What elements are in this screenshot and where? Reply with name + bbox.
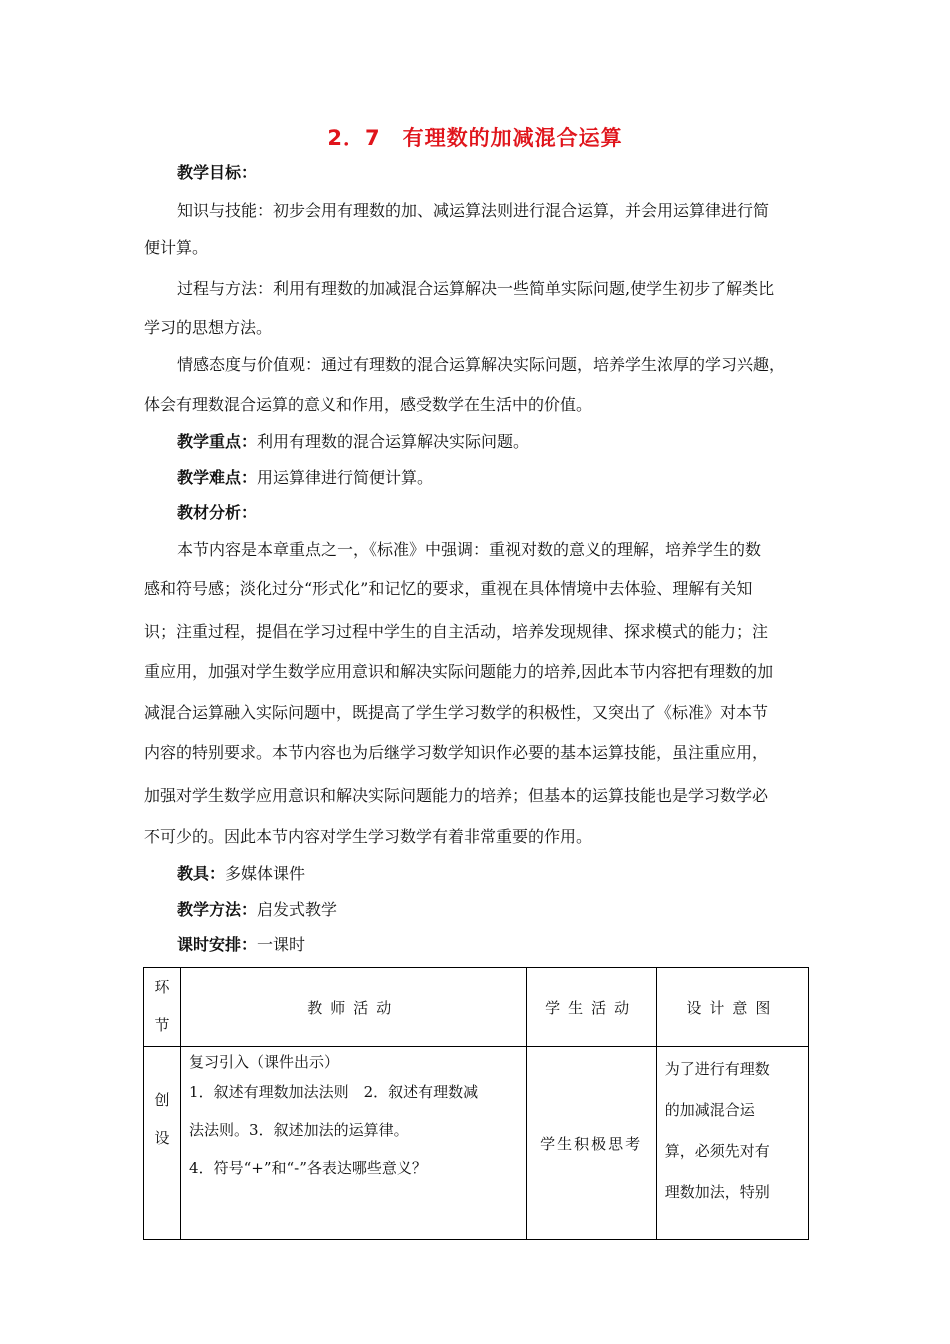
analysis-line: 不可少的。因此本节内容对学生学习数学有着非常重要的作用。 (144, 827, 593, 846)
method (177, 900, 337, 920)
analysis-line: 内容的特别要求。本节内容也为后继学习数学知识作必要的基本运算技能，虽注重应用， (144, 743, 769, 762)
key-point-text: 利用有理数的混合运算解决实际问题。 (257, 432, 530, 451)
analysis-line: 加强对学生数学应用意识和解决实际问题能力的培养；但基本的运算技能也是学习数学必 (144, 786, 769, 805)
teacher-line: 法法则。3．叙述加法的运算律。 (189, 1121, 409, 1139)
difficulty (177, 468, 433, 488)
teacher-activity-cell (181, 1047, 527, 1240)
key-point (177, 432, 529, 452)
header-stage-line-1: 环 (154, 978, 170, 996)
goals-heading: 教学目标： (177, 163, 258, 182)
analysis-heading: 教材分析： (177, 503, 258, 522)
stage-line-1: 创 (154, 1091, 170, 1109)
analysis-line: 重应用，加强对学生数学应用意识和解决实际问题能力的培养,因此本节内容把有理数的加 (144, 662, 774, 681)
emotion-line-1: 情感态度与价值观：通过有理数的混合运算解决实际问题，培养学生浓厚的学习兴趣， (177, 355, 786, 374)
tools (177, 864, 305, 884)
knowledge-line-1: 知识与技能：初步会用有理数的加、减运算法则进行混合运算，并会用运算律进行简 (177, 201, 770, 220)
analysis-line: 感和符号感；淡化过分“形式化”和记忆的要求，重视在具体情境中去体验、理解有关知 (144, 579, 753, 598)
knowledge-line-2: 便计算。 (144, 238, 209, 257)
header-student-activity: 学生活动 (526, 968, 656, 1047)
design-line: 为了进行有理数 (664, 1060, 770, 1078)
design-line: 算，必须先对有 (664, 1142, 770, 1160)
difficulty-text: 用运算律进行简便计算。 (257, 468, 434, 487)
student-activity-cell: 学生积极思考 (526, 1047, 656, 1240)
teacher-line: 4．符号“+”和“-”各表达哪些意义？ (189, 1159, 427, 1177)
analysis-line: 识；注重过程，提倡在学习过程中学生的自主活动，培养发现规律、探求模式的能力；注 (144, 622, 769, 641)
design-line: 的加减混合运 (664, 1101, 755, 1119)
emotion-line-2: 体会有理数混合运算的意义和作用，感受数学在生活中的价值。 (144, 395, 593, 414)
schedule (177, 935, 305, 955)
stage-cell (144, 1047, 181, 1240)
header-design-intent: 设计意图 (656, 968, 808, 1047)
lesson-plan-table (143, 967, 809, 1240)
tools-label: 教具： (177, 864, 226, 883)
stage-line-2: 设 (154, 1129, 170, 1147)
header-teacher-activity: 教师活动 (181, 968, 527, 1047)
method-text: 启发式教学 (257, 900, 338, 919)
schedule-text: 一课时 (257, 935, 306, 954)
process-line-1: 过程与方法：利用有理数的加减混合运算解决一些简单实际问题,使学生初步了解类比 (177, 279, 775, 298)
design-intent-cell (656, 1047, 808, 1240)
table-row (144, 1047, 809, 1240)
teacher-line: 1．叙述有理数加法法则 2．叙述有理数减 (189, 1083, 479, 1101)
tools-text: 多媒体课件 (225, 864, 306, 883)
process-line-2: 学习的思想方法。 (144, 318, 273, 337)
analysis-line: 本节内容是本章重点之一，《标准》中强调：重视对数的意义的理解，培养学生的数 (177, 540, 762, 559)
key-point-label: 教学重点： (177, 432, 258, 451)
teacher-line: 复习引入（课件出示） (189, 1053, 340, 1071)
difficulty-label: 教学难点： (177, 468, 258, 487)
schedule-label: 课时安排： (177, 935, 258, 954)
design-line: 理数加法，特别 (664, 1183, 770, 1201)
table-header-row (144, 968, 809, 1047)
header-stage-line-2: 节 (154, 1016, 170, 1034)
method-label: 教学方法： (177, 900, 258, 919)
header-stage (144, 968, 181, 1047)
analysis-line: 减混合运算融入实际问题中，既提高了学生学习数学的积极性，又突出了《标准》对本节 (144, 703, 769, 722)
page-title: 2．7 有理数的加减混合运算 (327, 126, 623, 150)
